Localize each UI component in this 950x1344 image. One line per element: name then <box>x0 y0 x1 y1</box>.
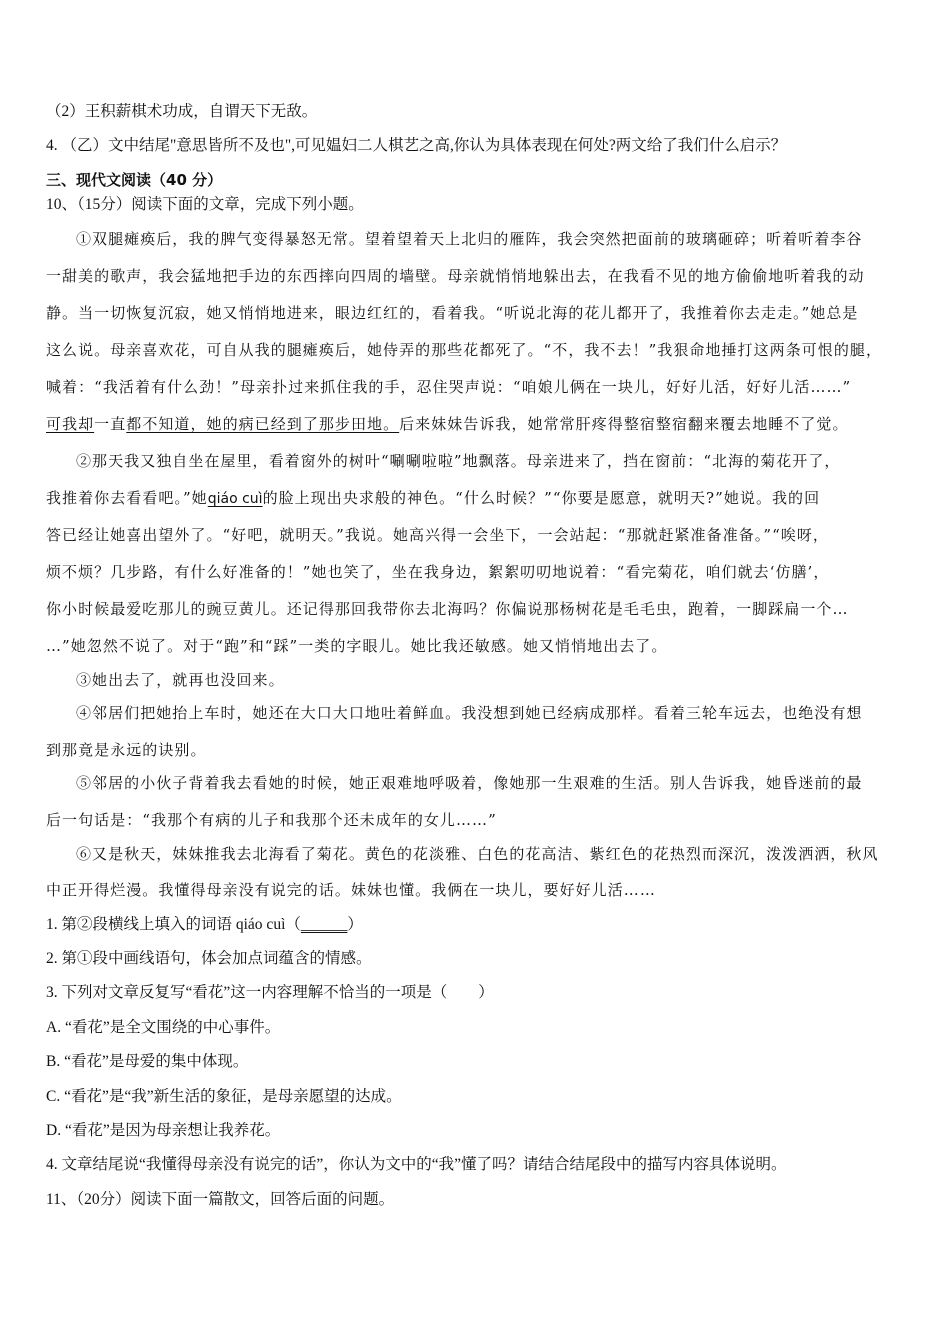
underlined-sentence-part: 都不知道，她的病已经到了那步田地。 <box>126 415 400 433</box>
passage-line: ①双腿瘫痪后，我的脾气变得暴怒无常。望着望着天上北归的雁阵，我会突然把面前的玻璃砸碎；听着听着李谷 <box>76 230 863 248</box>
passage-line: ②那天我又独自坐在屋里，看着窗外的树叶“唰唰啦啦”地飘落。母亲进来了，挡在窗前：“北海的菊花开了， <box>76 452 841 470</box>
prev-question-item-2: （2）王积薪棋术功成，自谓天下无敌。 <box>46 103 318 120</box>
question-text: 1. 第②段横线上填入的词语 qiáo cuì（ <box>46 916 301 933</box>
option-d: D. “看花”是因为母亲想让我养花。 <box>46 1122 281 1139</box>
option-b: B. “看花”是母爱的集中体现。 <box>46 1053 249 1070</box>
passage-line: 到那竟是永远的诀别。 <box>46 741 207 759</box>
passage-line: 一甜美的歌声，我会猛地把手边的东西摔向四周的墙壁。母亲就悄悄地躲出去，在我看不见的地方偷偷地听着我的动 <box>46 267 865 285</box>
passage-line: 烦不烦？几步路，有什么好准备的！”她也笑了，坐在我身边，絮絮叨叨地说着：“看完菊花，咱们就去‘仿膳’， <box>46 563 830 581</box>
dotted-word: 一直 <box>94 415 127 433</box>
passage-line: ⑥又是秋天，妹妹推我去北海看了菊花。黄色的花淡雅、白色的花高洁、紫红色的花热烈而深沉，泼泼洒洒，秋风 <box>76 845 879 863</box>
question-11-intro: 11、（20分）阅读下面一篇散文，回答后面的问题。 <box>46 1191 395 1208</box>
section-heading: 三、现代文阅读（40 分） <box>46 171 223 189</box>
passage-line: 中正开得烂漫。我懂得母亲没有说完的话。妹妹也懂。我俩在一块儿，要好好儿活…… <box>46 881 656 899</box>
pinyin-blank: qiáo cuì <box>207 491 263 507</box>
passage-line: 这么说。母亲喜欢花，可自从我的腿瘫痪后，她侍弄的那些花都死了。“不，我不去！”我狠命地捶打这两条可恨的腿， <box>46 341 882 359</box>
sub-question-1 <box>46 915 906 935</box>
passage-line: ⑤邻居的小伙子背着我去看她的时候，她正艰难地呼吸着，像她那一生艰难的生活。别人告诉我，她昏迷前的最 <box>76 774 863 792</box>
passage-line: ③她出去了，就再也没回来。 <box>76 671 285 689</box>
passage-line: 你小时候最爱吃那儿的豌豆黄儿。还记得那回我带你去北海吗？你偏说那杨树花是毛毛虫，跑着，一脚踩扁一个… <box>46 600 849 618</box>
prev-question-4: 4. （乙）文中结尾"意思皆所不及也",可见媪妇二人棋艺之高,你认为具体表现在何处?两文给了我们什么启示？ <box>46 137 787 154</box>
passage-line: 静。当一切恢复沉寂，她又悄悄地进来，眼边红红的，看着我。“听说北海的花儿都开了，我推着你去走走。”她总是 <box>46 304 859 322</box>
passage-text: 后来妹妹告诉我，她常常肝疼得整宿整宿翻来覆去地睡不了觉。 <box>399 415 849 433</box>
passage-line: 答已经让她喜出望外了。“好吧，就明天。”我说。她高兴得一会坐下，一会站起：“那就赶紧准备准备。”“唉呀， <box>46 526 829 544</box>
answer-blank: ______ <box>300 916 348 933</box>
passage-line-underlined <box>46 414 906 434</box>
sub-question-2: 2. 第①段中画线语句，体会加点词蕴含的情感。 <box>46 950 372 967</box>
sub-question-3: 3. 下列对文章反复写“看花”这一内容理解不恰当的一项是（ ） <box>46 984 494 1001</box>
passage-line: 后一句话是：“我那个有病的儿子和我那个还未成年的女儿……” <box>46 811 497 829</box>
question-text: ） <box>347 916 363 933</box>
underlined-sentence-part: 可我却 <box>46 415 95 433</box>
sub-question-4: 4. 文章结尾说“我懂得母亲没有说完的话”，你认为文中的“我”懂了吗？请结合结尾段中的描写内容具体说明。 <box>46 1156 787 1173</box>
passage-line: …”她忽然不说了。对于“跑”和“踩”一类的字眼儿。她比我还敏感。她又悄悄地出去了。 <box>46 637 668 655</box>
passage-line: 喊着：“我活着有什么劲！”母亲扑过来抓住我的手，忍住哭声说：“咱娘儿俩在一块儿，好好儿活，好好儿活……” <box>46 378 852 396</box>
option-a: A. “看花”是全文围绕的中心事件。 <box>46 1019 281 1036</box>
passage-text: 我推着你去看看吧。”她 <box>46 489 208 507</box>
question-10-intro: 10、（15分）阅读下面的文章，完成下列小题。 <box>46 196 364 213</box>
passage-line-with-pinyin <box>46 488 906 509</box>
option-c: C. “看花”是“我”新生活的象征，是母亲愿望的达成。 <box>46 1088 402 1105</box>
passage-text: 的脸上现出央求般的神色。“什么时候？”“你要是愿意，就明天?”她说。我的回 <box>262 489 821 507</box>
passage-line: ④邻居们把她抬上车时，她还在大口大口地吐着鲜血。我没想到她已经病成那样。看着三轮车远去，也绝没有想 <box>76 704 863 722</box>
